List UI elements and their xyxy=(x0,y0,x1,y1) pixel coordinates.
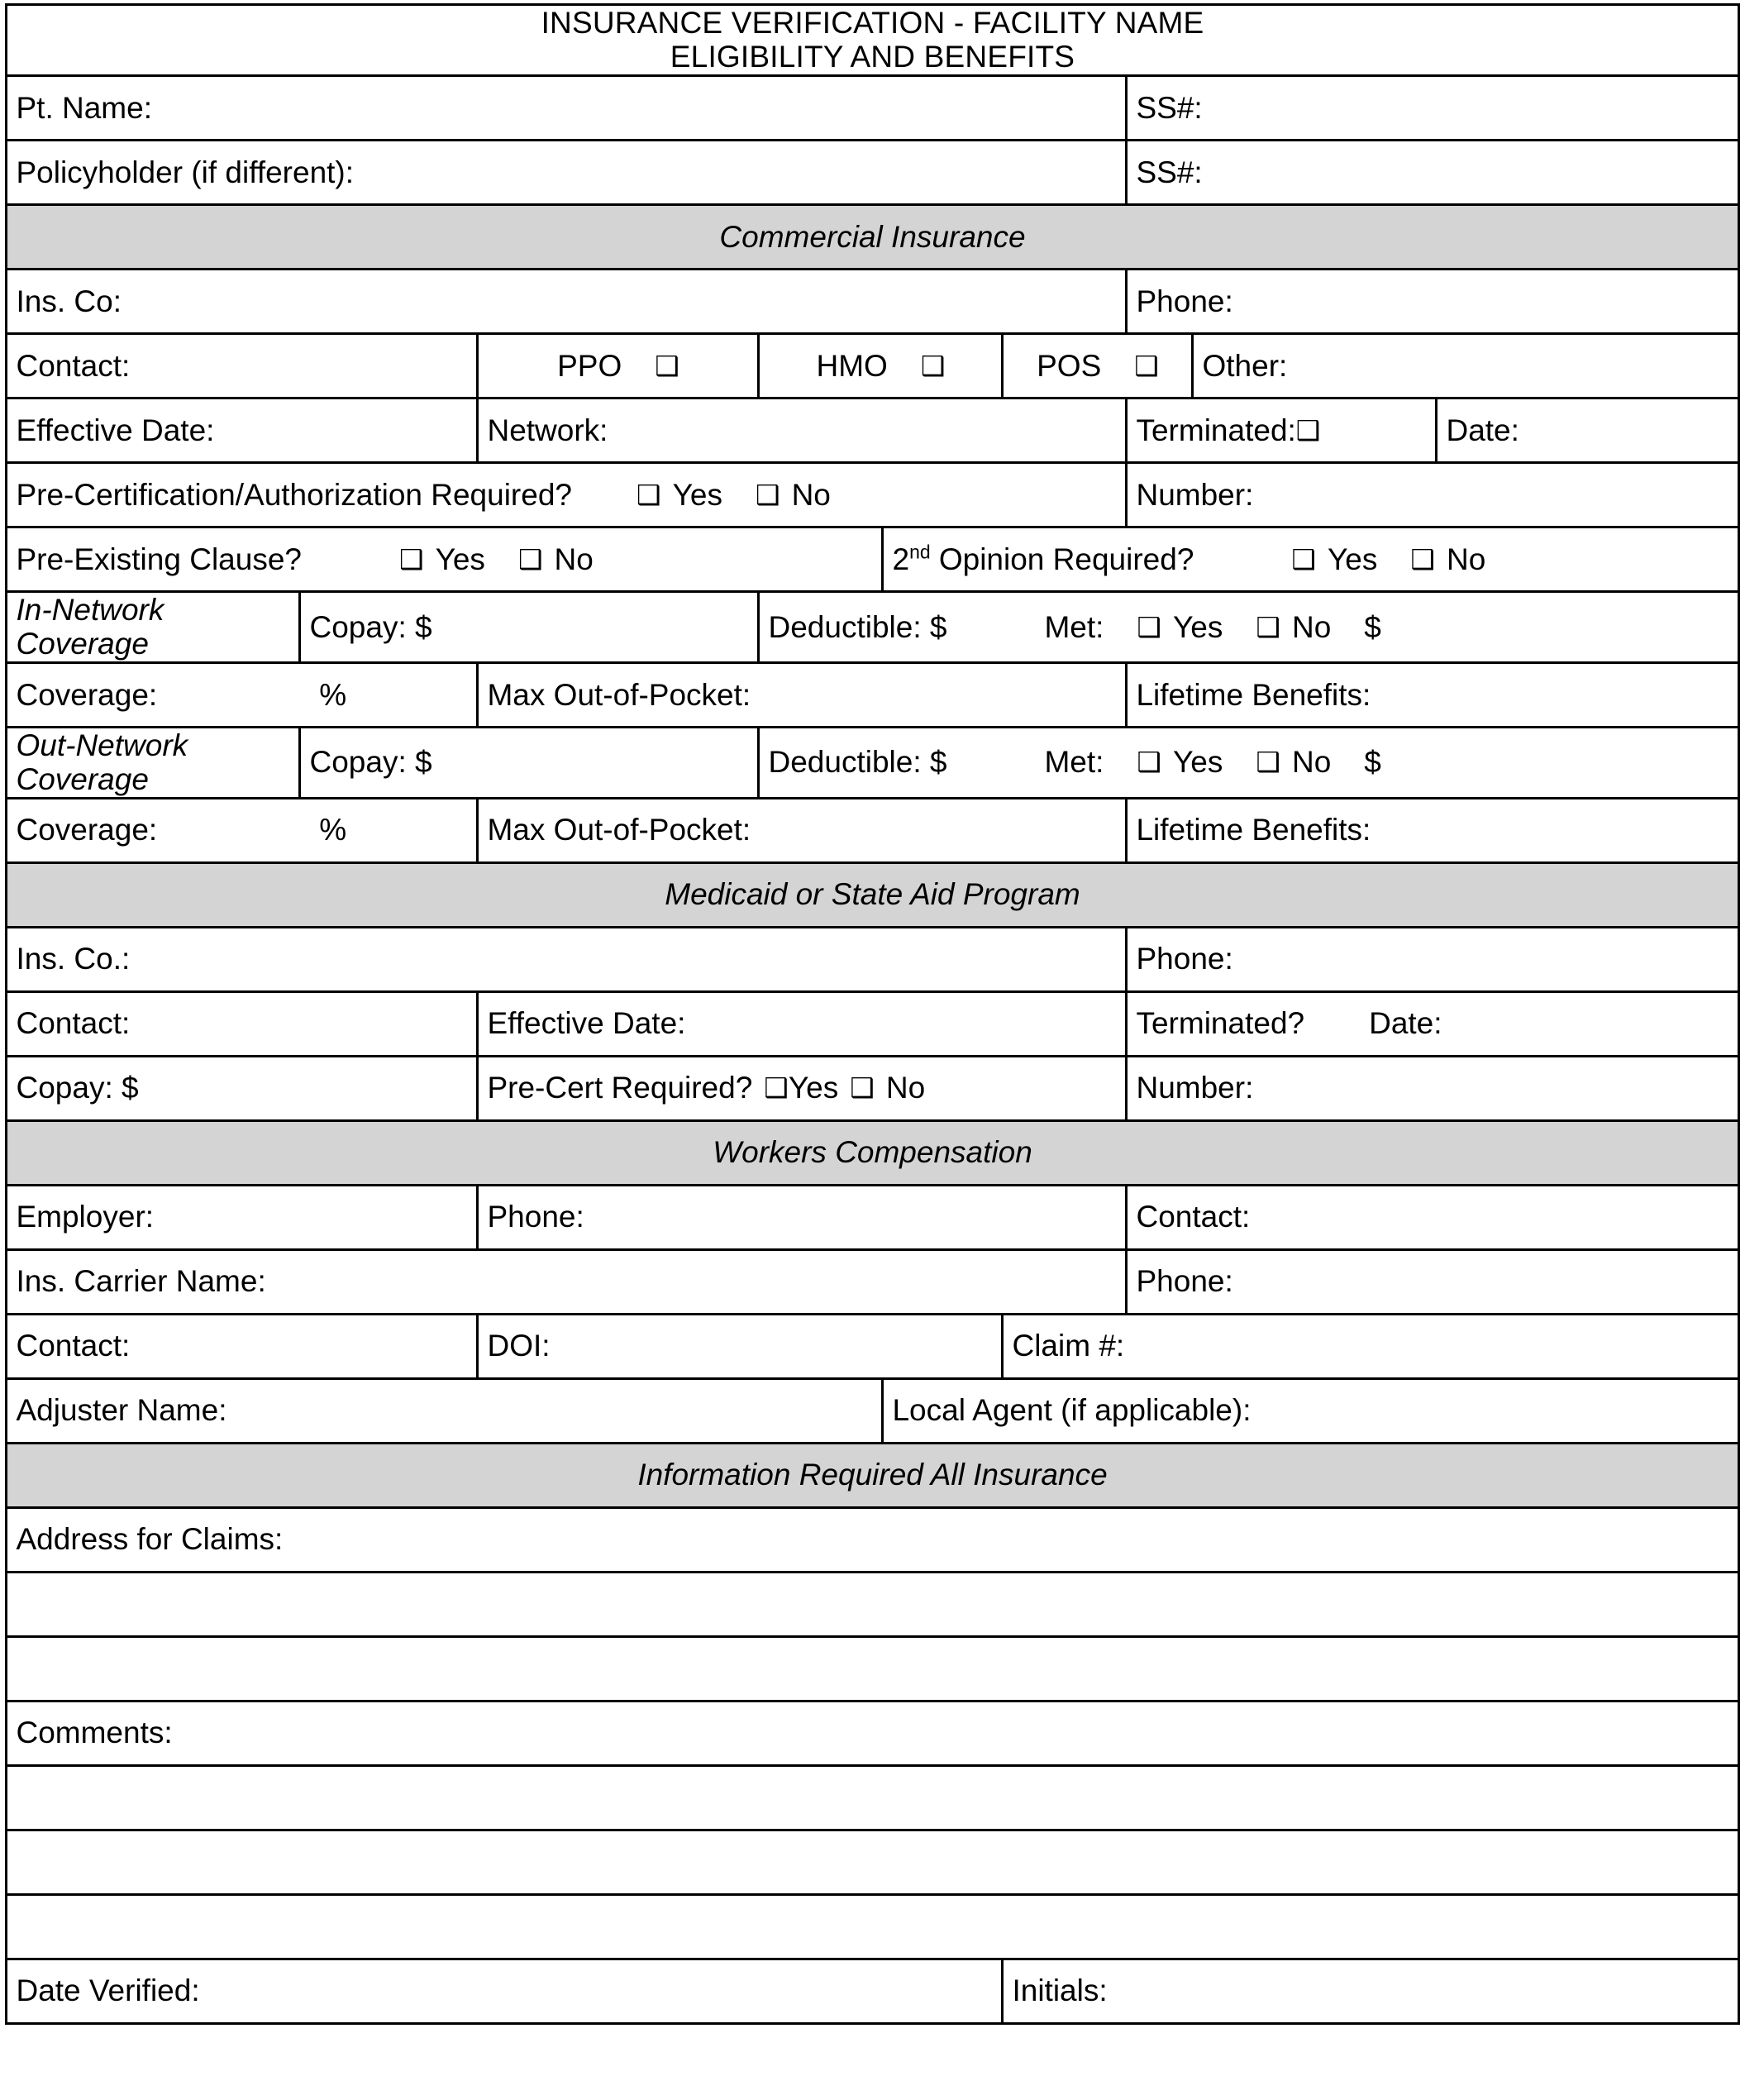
out-network-coverage-detail-row xyxy=(7,798,1738,862)
in-network-met-amount-label: $ xyxy=(1364,609,1381,644)
medicaid-section-row xyxy=(7,862,1738,927)
in-network-lifetime-field[interactable] xyxy=(1127,662,1738,727)
workers-comp-section-row xyxy=(7,1120,1738,1185)
commercial-precert-field[interactable] xyxy=(7,462,1127,527)
preexisting-yes-label: Yes xyxy=(435,542,485,576)
commercial-precert-row xyxy=(7,462,1738,527)
out-network-coverage-percent-field[interactable] xyxy=(7,798,478,862)
medicaid-ins-co-field[interactable] xyxy=(7,927,1127,991)
preexisting-no-label: No xyxy=(554,542,594,576)
workers-comp-carrier-row xyxy=(7,1249,1738,1314)
comments-label: Comments: xyxy=(16,1716,173,1750)
out-network-met-yes-label: Yes xyxy=(1173,745,1223,780)
comments-blank-line-3[interactable] xyxy=(7,1894,1738,1959)
initials-label: Initials: xyxy=(1012,1974,1108,2008)
workers-comp-doi-label: DOI: xyxy=(487,1329,551,1363)
commercial-section-header: Commercial Insurance xyxy=(7,204,1738,269)
in-network-max-oop-label: Max Out-of-Pocket: xyxy=(487,677,751,712)
terminated-checkbox-icon[interactable]: ❑ xyxy=(1295,413,1321,446)
out-network-max-oop-label: Max Out-of-Pocket: xyxy=(487,813,751,847)
out-network-met-yes-checkbox-icon[interactable]: ❑ xyxy=(1137,746,1162,779)
plan-type-other-field[interactable] xyxy=(1193,333,1738,398)
policyholder-ss-label: SS#: xyxy=(1136,155,1203,189)
preexisting-clause-field[interactable] xyxy=(7,527,883,591)
medicaid-precert-field[interactable] xyxy=(478,1056,1127,1120)
policyholder-label: Policyholder (if different): xyxy=(16,155,355,189)
initials-field[interactable] xyxy=(1003,1959,1738,2023)
commercial-contact-plan-row xyxy=(7,333,1738,398)
second-opinion-label: Opinion Required? xyxy=(930,542,1194,576)
address-blank-line-2[interactable] xyxy=(7,1636,1738,1701)
in-network-met-yes-checkbox-icon[interactable]: ❑ xyxy=(1137,610,1162,643)
address-blank-line-1[interactable] xyxy=(7,1572,1738,1636)
workers-comp-local-agent-field[interactable] xyxy=(883,1378,1738,1443)
workers-comp-local-agent-label: Local Agent (if applicable): xyxy=(892,1393,1252,1428)
date-verified-field[interactable] xyxy=(7,1959,1003,2023)
form-title-line-1: INSURANCE VERIFICATION - FACILITY NAME xyxy=(541,6,1204,40)
commercial-precert-label: Pre-Certification/Authorization Required? xyxy=(16,477,572,512)
out-network-lifetime-field[interactable] xyxy=(1127,798,1738,862)
in-network-copay-label: Copay: $ xyxy=(309,609,432,644)
address-for-claims-row xyxy=(7,1507,1738,1572)
in-network-max-oop-field[interactable] xyxy=(478,662,1127,727)
all-insurance-section-header: Information Required All Insurance xyxy=(7,1443,1738,1507)
out-network-met-amount-label: $ xyxy=(1364,745,1381,780)
out-network-met-no-checkbox-icon[interactable]: ❑ xyxy=(1256,746,1280,779)
out-network-coverage-row xyxy=(7,727,1738,798)
patient-name-field[interactable] xyxy=(7,75,1127,140)
in-network-coverage-title: In-Network Coverage xyxy=(7,591,300,662)
policyholder-field[interactable] xyxy=(7,140,1127,204)
out-network-coverage-label: Coverage: xyxy=(16,813,158,847)
workers-comp-contact-field[interactable] xyxy=(7,1314,478,1378)
preexisting-yes-checkbox-icon[interactable]: ❑ xyxy=(398,542,424,575)
out-network-max-oop-field[interactable] xyxy=(478,798,1127,862)
in-network-coverage-percent-symbol: % xyxy=(319,677,347,712)
in-network-deductible-label: Deductible: $ xyxy=(768,609,947,644)
in-network-met-no-checkbox-icon[interactable]: ❑ xyxy=(1256,610,1280,643)
commercial-phone-field[interactable] xyxy=(1127,269,1738,333)
medicaid-precert-yes-label: Yes xyxy=(788,1071,839,1105)
medicaid-insco-row xyxy=(7,927,1738,991)
medicaid-phone-label: Phone: xyxy=(1136,942,1233,976)
commercial-phone-label: Phone: xyxy=(1136,284,1233,318)
out-network-lifetime-label: Lifetime Benefits: xyxy=(1136,813,1371,847)
commercial-number-label: Number: xyxy=(1136,477,1254,512)
workers-comp-employer-contact-label: Contact: xyxy=(1136,1200,1251,1234)
workers-comp-employer-phone-label: Phone: xyxy=(487,1200,584,1234)
preexisting-no-checkbox-icon[interactable]: ❑ xyxy=(517,542,543,575)
comments-blank-line-1[interactable] xyxy=(7,1765,1738,1830)
patient-name-label: Pt. Name: xyxy=(16,90,152,125)
commercial-effective-date-row xyxy=(7,398,1738,462)
out-network-met-no-label: No xyxy=(1291,745,1332,780)
policyholder-row xyxy=(7,140,1738,204)
workers-comp-adjuster-field[interactable] xyxy=(7,1378,883,1443)
address-blank-row-1 xyxy=(7,1572,1738,1636)
address-blank-row-2 xyxy=(7,1636,1738,1701)
workers-comp-section-header: Workers Compensation xyxy=(7,1120,1738,1185)
commercial-section-row xyxy=(7,204,1738,269)
patient-name-row xyxy=(7,75,1738,140)
workers-comp-adjuster-label: Adjuster Name: xyxy=(16,1393,227,1428)
commercial-ins-co-field[interactable] xyxy=(7,269,1127,333)
commercial-preexisting-row xyxy=(7,527,1738,591)
in-network-deductible-field[interactable] xyxy=(759,591,1738,662)
medicaid-effective-date-label: Effective Date: xyxy=(487,1006,686,1041)
medicaid-effective-date-field[interactable] xyxy=(478,991,1127,1056)
in-network-coverage-label: Coverage: xyxy=(16,677,158,712)
preexisting-clause-label: Pre-Existing Clause? xyxy=(16,542,302,576)
second-opinion-field[interactable] xyxy=(883,527,1738,591)
policyholder-ss-field[interactable] xyxy=(1127,140,1738,204)
form-title-line-2: ELIGIBILITY AND BENEFITS xyxy=(670,40,1075,74)
medicaid-copay-field[interactable] xyxy=(7,1056,478,1120)
in-network-copay-field[interactable] xyxy=(300,591,759,662)
out-network-deductible-field[interactable] xyxy=(759,727,1738,798)
workers-comp-employer-contact-field[interactable] xyxy=(1127,1185,1738,1249)
comments-blank-row-2 xyxy=(7,1830,1738,1894)
comments-blank-row-1 xyxy=(7,1765,1738,1830)
medicaid-precert-label: Pre-Cert Required? xyxy=(487,1071,753,1105)
plan-type-ppo-cell[interactable] xyxy=(478,333,759,398)
medicaid-precert-no-label: No xyxy=(885,1071,926,1105)
medicaid-section-header: Medicaid or State Aid Program xyxy=(7,862,1738,927)
workers-comp-adjuster-row xyxy=(7,1378,1738,1443)
commercial-terminated-date-label: Date: xyxy=(1446,413,1519,447)
comments-row xyxy=(7,1701,1738,1765)
out-network-deductible-label: Deductible: $ xyxy=(768,745,947,780)
plan-type-pos-cell[interactable] xyxy=(1003,333,1193,398)
commercial-network-field[interactable] xyxy=(478,398,1127,462)
commercial-effective-date-field[interactable] xyxy=(7,398,478,462)
medicaid-contact-field[interactable] xyxy=(7,991,478,1056)
comments-field[interactable] xyxy=(7,1701,1738,1765)
workers-comp-claim-field[interactable] xyxy=(1003,1314,1738,1378)
precert-yes-checkbox-icon[interactable]: ❑ xyxy=(636,478,661,511)
in-network-met-yes-label: Yes xyxy=(1173,609,1223,644)
plan-pos-label: POS xyxy=(1037,348,1102,383)
address-for-claims-label: Address for Claims: xyxy=(16,1522,284,1557)
second-opinion-no-label: No xyxy=(1446,542,1486,576)
out-network-copay-field[interactable] xyxy=(300,727,759,798)
out-network-coverage-title: Out-Network Coverage xyxy=(7,727,300,798)
medicaid-copay-row xyxy=(7,1056,1738,1120)
precert-yes-label: Yes xyxy=(672,477,722,512)
workers-comp-doi-field[interactable] xyxy=(478,1314,1003,1378)
address-for-claims-field[interactable] xyxy=(7,1507,1738,1572)
commercial-precert-number-field[interactable] xyxy=(1127,462,1738,527)
workers-comp-carrier-phone-label: Phone: xyxy=(1136,1264,1233,1299)
second-opinion-yes-checkbox-icon[interactable]: ❑ xyxy=(1291,542,1316,575)
commercial-effective-date-label: Effective Date: xyxy=(16,413,215,447)
out-network-met-label: Met: xyxy=(1044,745,1104,780)
form-title-row xyxy=(7,5,1738,76)
comments-blank-line-2[interactable] xyxy=(7,1830,1738,1894)
form-title xyxy=(7,5,1738,76)
ppo-checkbox-icon[interactable]: ❑ xyxy=(655,349,679,382)
commercial-terminated-label: Terminated: xyxy=(1136,413,1296,447)
medicaid-terminated-label: Terminated? xyxy=(1136,1006,1305,1041)
commercial-ins-co-label: Ins. Co: xyxy=(16,284,122,318)
medicaid-contact-label: Contact: xyxy=(16,1006,131,1041)
medicaid-ins-co-label: Ins. Co.: xyxy=(16,942,131,976)
plan-other-label: Other: xyxy=(1202,348,1288,383)
in-network-met-label: Met: xyxy=(1044,609,1104,644)
commercial-insco-row xyxy=(7,269,1738,333)
plan-hmo-label: HMO xyxy=(816,348,888,383)
second-opinion-no-checkbox-icon[interactable]: ❑ xyxy=(1410,542,1435,575)
date-verified-label: Date Verified: xyxy=(16,1974,200,2008)
workers-comp-contact-row xyxy=(7,1314,1738,1378)
out-network-copay-label: Copay: $ xyxy=(309,745,432,780)
workers-comp-carrier-field[interactable] xyxy=(7,1249,1127,1314)
commercial-network-label: Network: xyxy=(487,413,608,447)
commercial-contact-field[interactable] xyxy=(7,333,478,398)
insurance-verification-form xyxy=(5,3,1739,2025)
plan-ppo-label: PPO xyxy=(557,348,622,383)
in-network-lifetime-label: Lifetime Benefits: xyxy=(1136,677,1371,712)
workers-comp-employer-label: Employer: xyxy=(16,1200,155,1234)
plan-type-hmo-cell[interactable] xyxy=(759,333,1003,398)
second-opinion-yes-label: Yes xyxy=(1328,542,1378,576)
patient-ss-field[interactable] xyxy=(1127,75,1738,140)
medicaid-terminated-date-label: Date: xyxy=(1369,1006,1442,1041)
hmo-checkbox-icon[interactable]: ❑ xyxy=(920,349,946,382)
medicaid-number-label: Number: xyxy=(1136,1071,1254,1105)
in-network-coverage-percent-field[interactable] xyxy=(7,662,478,727)
medicaid-contact-row xyxy=(7,991,1738,1056)
pos-checkbox-icon[interactable]: ❑ xyxy=(1134,349,1159,382)
out-network-coverage-percent-symbol: % xyxy=(319,813,347,847)
workers-comp-contact-label: Contact: xyxy=(16,1329,131,1363)
in-network-met-no-label: No xyxy=(1291,609,1332,644)
workers-comp-carrier-phone-field[interactable] xyxy=(1127,1249,1738,1314)
all-insurance-section-row xyxy=(7,1443,1738,1507)
comments-blank-row-3 xyxy=(7,1894,1738,1959)
medicaid-precert-no-checkbox-icon[interactable]: ❑ xyxy=(850,1071,875,1105)
patient-ss-label: SS#: xyxy=(1136,90,1203,125)
workers-comp-carrier-label: Ins. Carrier Name: xyxy=(16,1264,266,1299)
in-network-coverage-row xyxy=(7,591,1738,662)
in-network-coverage-detail-row xyxy=(7,662,1738,727)
workers-comp-claim-label: Claim #: xyxy=(1012,1329,1125,1363)
precert-no-checkbox-icon[interactable]: ❑ xyxy=(755,478,780,511)
date-verified-row xyxy=(7,1959,1738,2023)
medicaid-precert-yes-checkbox-icon[interactable]: ❑ xyxy=(764,1071,789,1105)
medicaid-terminated-field[interactable] xyxy=(1127,991,1738,1056)
second-opinion-ordinal-suffix: nd xyxy=(909,541,931,563)
medicaid-phone-field[interactable] xyxy=(1127,927,1738,991)
commercial-terminated-date-field[interactable] xyxy=(1437,398,1738,462)
workers-comp-employer-phone-field[interactable] xyxy=(478,1185,1127,1249)
commercial-contact-label: Contact: xyxy=(16,348,131,383)
workers-comp-employer-row xyxy=(7,1185,1738,1249)
medicaid-number-field[interactable] xyxy=(1127,1056,1738,1120)
medicaid-copay-label: Copay: $ xyxy=(16,1071,139,1105)
workers-comp-employer-field[interactable] xyxy=(7,1185,478,1249)
commercial-terminated-field[interactable] xyxy=(1127,398,1437,462)
precert-no-label: No xyxy=(791,477,831,512)
second-opinion-number: 2 xyxy=(892,542,910,576)
